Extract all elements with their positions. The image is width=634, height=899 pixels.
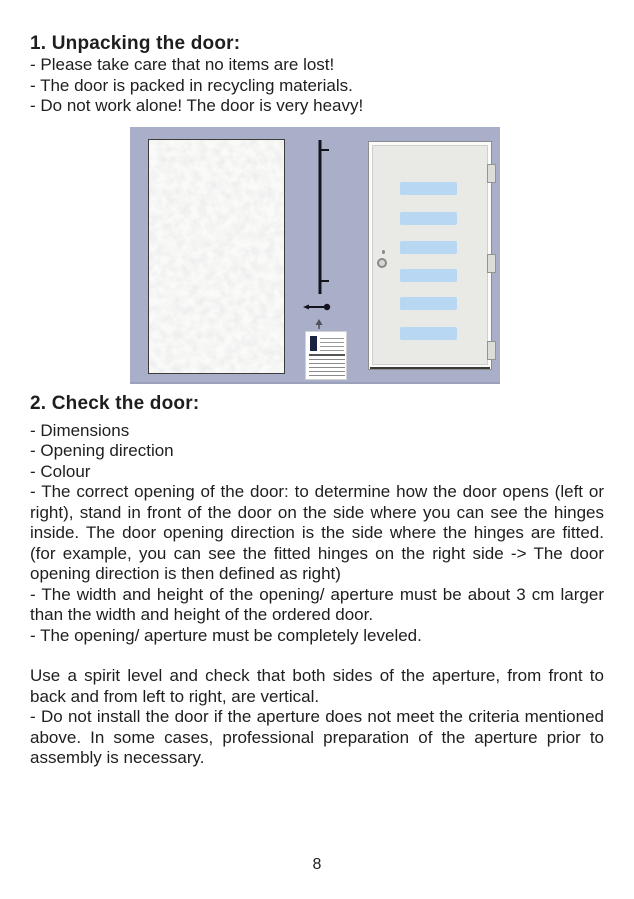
label-text-lines <box>309 359 345 377</box>
packaging-figure <box>130 127 500 384</box>
paragraph: - Do not install the door if the aperture does not meet the criteria mentioned above. In some cases, professional preparation of the aperture prior to assembly is necessary. <box>30 707 604 767</box>
hinge-icon <box>487 341 496 360</box>
bullet-line: - The door is packed in recycling materials. <box>30 75 353 95</box>
glass-stripe <box>400 182 457 195</box>
hinge-icon <box>487 164 496 183</box>
fitting-bar-icon <box>300 135 340 345</box>
bullet-line: - Opening direction <box>30 441 174 460</box>
page-number: 8 <box>312 856 322 873</box>
manual-page-content <box>30 33 604 769</box>
packing-material-illustration <box>148 139 285 374</box>
pin-icon <box>303 303 330 309</box>
door-face <box>372 145 488 365</box>
paragraph: Use a spirit level and check that both sides of the aperture, from front to back and from left to right, are vertical. <box>30 666 604 706</box>
label-card-illustration <box>305 331 347 380</box>
glass-stripe <box>400 327 457 340</box>
keyhole-icon <box>377 258 387 268</box>
glass-stripe <box>400 297 457 310</box>
glass-stripe <box>400 269 457 282</box>
section-1-heading: 1. Unpacking the door: <box>30 33 241 54</box>
label-barcode <box>310 336 317 351</box>
up-arrow-icon <box>316 319 323 329</box>
paragraph: - The width and height of the opening/ aperture must be about 3 cm larger than the width and height of the ordered door. <box>30 584 604 624</box>
bullet-line: - Dimensions <box>30 420 130 440</box>
crumpled-paper-texture <box>149 140 284 373</box>
paragraph: - The correct opening of the door: to determine how the door opens (left or right), stand in front of the door on the side where you can see the hinges inside. The door opening direction is the side where the hinges are fitted. (for example, you can see the fitted hinges on the right side -> The door opening direction is then defined as right) <box>30 482 604 583</box>
bullet-line: - Do not work alone! The door is very heavy! <box>30 96 364 115</box>
section-2-heading: 2. Check the door: <box>30 392 200 414</box>
hinge-icon <box>487 254 496 273</box>
glass-stripe <box>400 241 457 254</box>
label-divider <box>309 354 345 356</box>
label-text-lines <box>320 338 344 351</box>
glass-stripe <box>400 212 457 225</box>
paragraph: - The opening/ aperture must be completely leveled. <box>30 625 422 645</box>
door-bottom-shadow <box>370 367 490 369</box>
bullet-line: - Colour <box>30 461 91 481</box>
bullet-line: - Please take care that no items are lost! <box>30 55 335 74</box>
lock-dot-icon <box>382 250 385 254</box>
door-illustration <box>368 141 492 370</box>
